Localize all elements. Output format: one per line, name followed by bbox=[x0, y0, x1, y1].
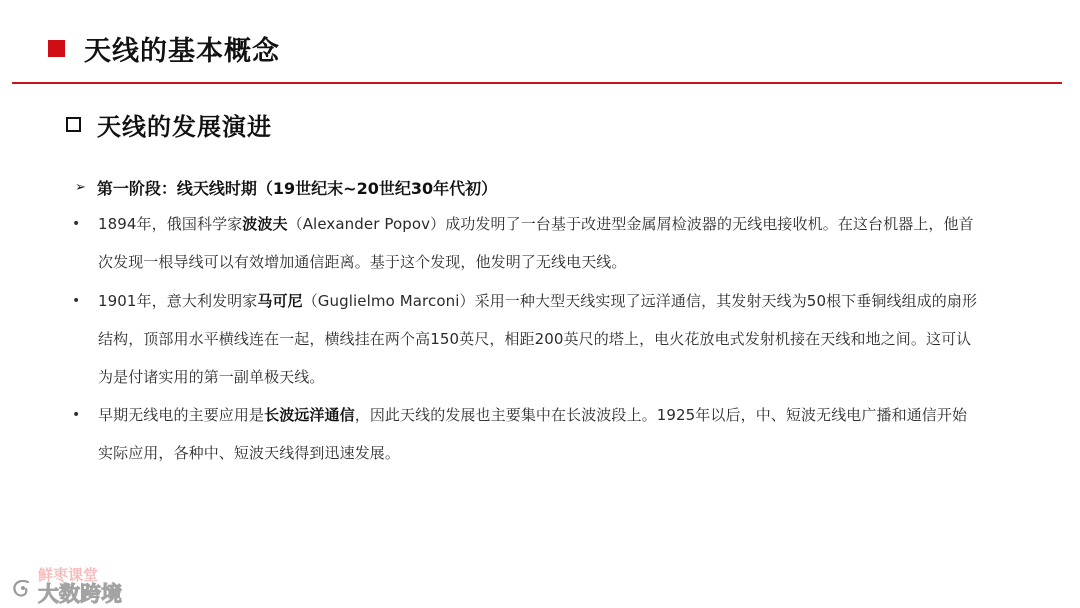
section-title: 天线的发展演进 bbox=[97, 112, 272, 141]
bullet-text-bold: 马可尼 bbox=[257, 292, 303, 310]
bullet-text-bold: 波波夫 bbox=[242, 215, 288, 233]
bullet-text bbox=[98, 396, 967, 472]
hollow-square-icon bbox=[66, 117, 81, 132]
bullet-text-bold: 长波远洋通信 bbox=[264, 406, 355, 424]
bullet-text-post: （Guglielmo Marconi）采用一种大型天线实现了远洋通信，其发射天线为50根下垂铜线组成的扇形 bbox=[302, 292, 978, 310]
bullet-dot-icon: • bbox=[72, 407, 81, 423]
stage-heading bbox=[75, 174, 497, 200]
watermark-top-text: 鲜枣课堂 bbox=[38, 566, 99, 584]
bullet-text-line2: 次发现一根导线可以有效增加通信距离。基于这个发现，他发明了无线电天线。 bbox=[98, 253, 627, 271]
arrow-bullet-icon: ➢ bbox=[75, 179, 86, 195]
watermark-main-text: 大数跨境 bbox=[38, 582, 122, 606]
bullet-dot-icon: • bbox=[72, 216, 81, 232]
bullet-text-pre: 1901年，意大利发明家 bbox=[98, 292, 258, 310]
bullet-item bbox=[72, 396, 1012, 472]
bullet-text-post: ，因此天线的发展也主要集中在长波波段上。1925年以后，中、短波无线电广播和通信开始 bbox=[354, 406, 968, 424]
bullet-item bbox=[72, 282, 1012, 396]
slide-title: 天线的基本概念 bbox=[84, 35, 280, 67]
title-divider bbox=[12, 82, 1062, 84]
watermark bbox=[8, 566, 158, 606]
bullet-dot-icon: • bbox=[72, 293, 81, 309]
stage-title: 第一阶段：线天线时期（19世纪末~20世纪30年代初） bbox=[96, 178, 498, 198]
bullet-item bbox=[72, 205, 1012, 281]
bullet-text bbox=[98, 205, 974, 281]
bullet-text-pre: 早期无线电的主要应用是 bbox=[98, 406, 265, 424]
bullet-text-line2: 结构，顶部用水平横线连在一起，横线挂在两个高150英尺，相距200英尺的塔上，电火花放电式发射机接在天线和地之间。这可认 bbox=[98, 330, 972, 348]
bullet-text-line2: 实际应用，各种中、短波天线得到迅速发展。 bbox=[98, 444, 401, 462]
logo-swirl-icon bbox=[8, 576, 34, 600]
bullet-text bbox=[98, 282, 977, 396]
section-heading bbox=[66, 106, 272, 142]
title-square-icon bbox=[48, 40, 65, 57]
bullet-text-post: （Alexander Popov）成功发明了一台基于改进型金属屑检波器的无线电接收机。在这台机器上，他首 bbox=[287, 215, 974, 233]
bullet-text-pre: 1894年，俄国科学家 bbox=[98, 215, 243, 233]
slide-title-row bbox=[48, 26, 280, 70]
bullet-text-line3: 为是付诸实用的第一副单极天线。 bbox=[98, 368, 325, 386]
